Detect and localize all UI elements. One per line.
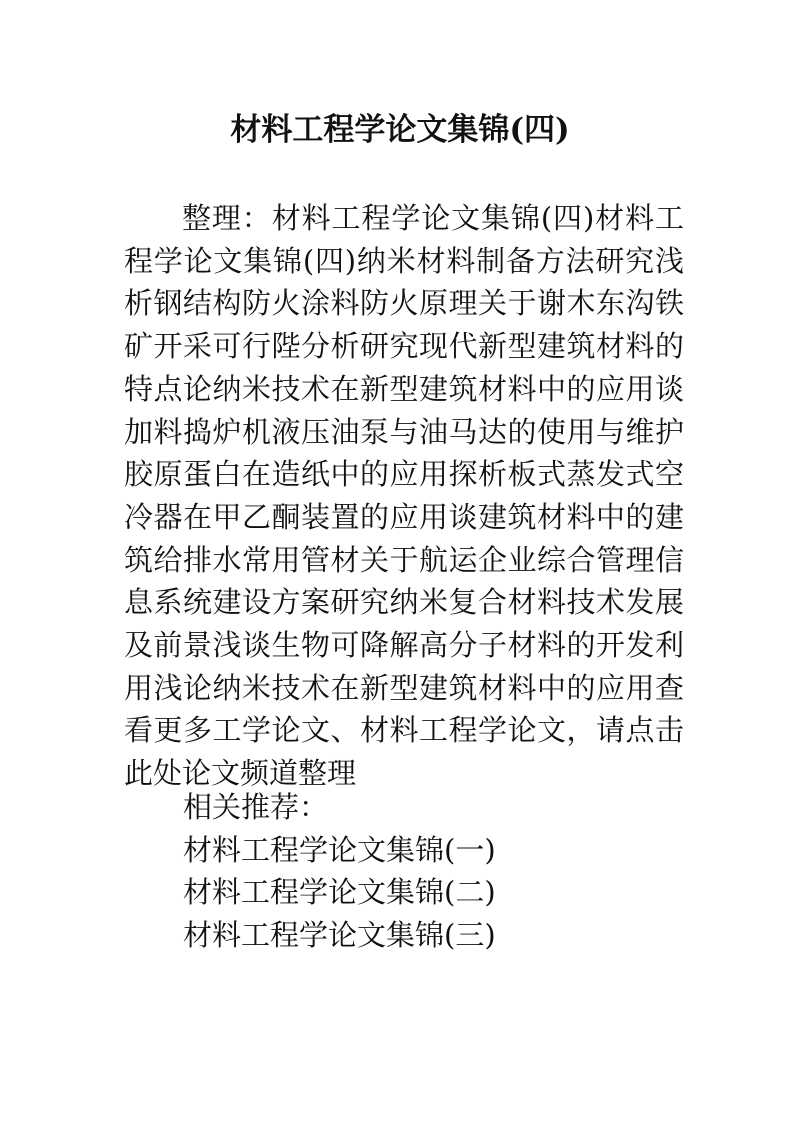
document-body-paragraph: 整理：材料工程学论文集锦(四)材料工程学论文集锦(四)纳米材料制备方法研究浅析钢结构防火涂料防火原理关于谢木东沟铁矿开采可行陛分析研究现代新型建筑材料的特点论纳米技术在新型建筑材料中的应用谈加料捣炉机液压油泵与油马达的使用与维护胶原蛋白在造纸中的应用探析板式蒸发式空冷器在甲乙酮装置的应用谈建筑材料中的建筑给排水常用管材关于航运企业综合管理信息系统建设方案研究纳米复合材料技术发展及前景浅谈生物可降解高分子材料的开发利用浅论纳米技术在新型建筑材料中的应用查看更多工学论文、材料工程学论文，请点击此处论文频道整理	[124, 201, 684, 791]
related-item-1[interactable]: 材料工程学论文集锦(一)	[183, 832, 496, 867]
related-heading: 相关推荐：	[183, 790, 329, 824]
related-item-3[interactable]: 材料工程学论文集锦(三)	[183, 918, 496, 953]
related-item-2[interactable]: 材料工程学论文集锦(二)	[183, 875, 496, 910]
related-recommendations	[183, 786, 683, 957]
document-title: 材料工程学论文集锦(四)	[230, 112, 570, 148]
